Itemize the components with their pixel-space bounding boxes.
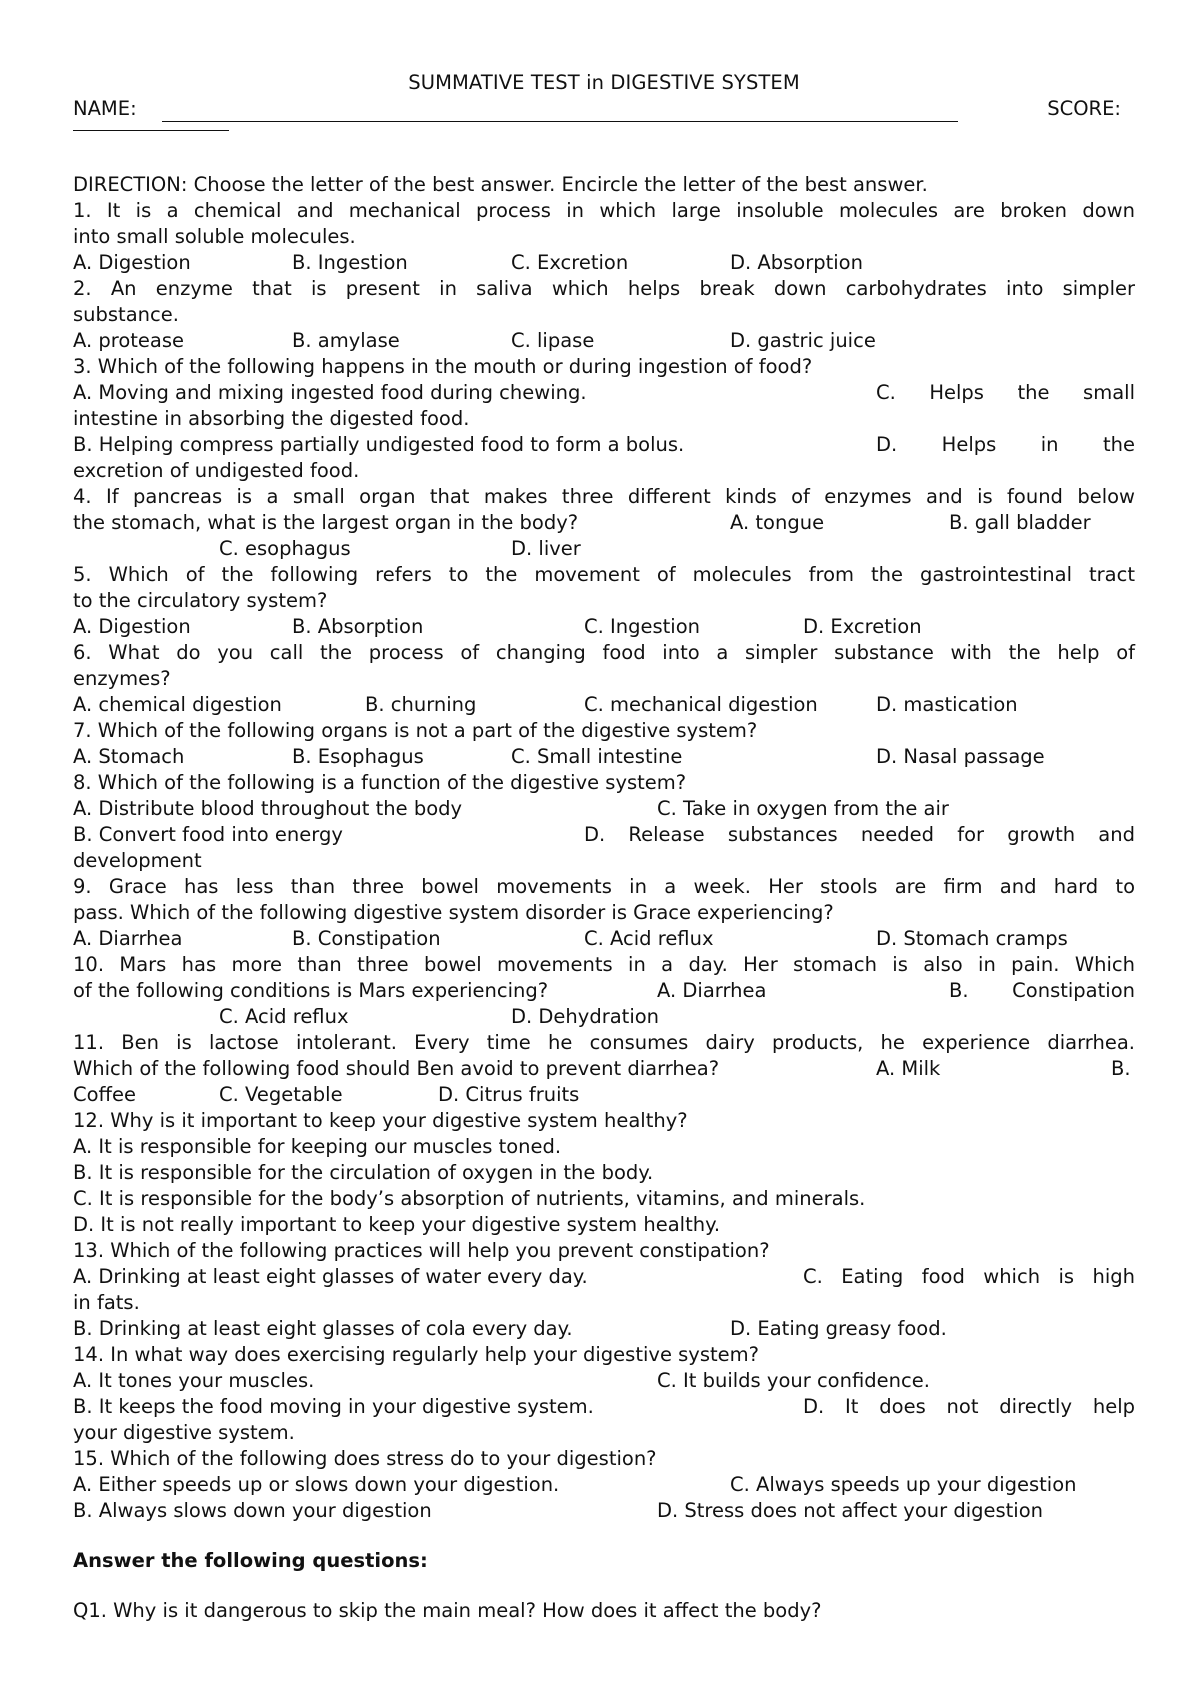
page-title: SUMMATIVE TEST in DIGESTIVE SYSTEM [408,71,800,94]
q14-option-b[interactable]: B. It keeps the food moving in your digestive system. [73,1395,594,1418]
score-blank-row [73,122,1135,148]
question-11-text-cont [73,1056,1135,1082]
question-6-text-cont: enzymes? [73,667,171,690]
q5-option-c[interactable]: C. Ingestion [584,615,701,638]
question-13-options-row2 [73,1316,1135,1342]
question-6-options [73,692,1135,718]
question-15-options-row2 [73,1498,1135,1524]
question-3-text: 3. Which of the following happens in the mouth or during ingestion of food? [73,355,813,378]
question-2-text-cont: substance. [73,303,179,326]
q10-option-a[interactable]: A. Diarrhea [657,979,767,1002]
q10-option-b[interactable]: B. Constipation [949,979,1135,1002]
question-2-text: 2. An enzyme that is present in saliva which helps break down carbohydrates into simpler [73,277,1135,300]
q10-option-d[interactable]: D. Dehydration [511,1005,660,1028]
q15-option-d[interactable]: D. Stress does not affect your digestion [657,1499,1044,1522]
question-9-text: 9. Grace has less than three bowel movements in a week. Her stools are firm and hard to [73,875,1135,898]
q11-text-cont: Which of the following food should Ben avoid to prevent diarrhea? [73,1057,720,1080]
q7-option-c[interactable]: C. Small intestine [511,745,683,768]
q12-option-c[interactable]: C. It is responsible for the body’s absorption of nutrients, vitamins, and minerals. [73,1187,866,1210]
question-1-text: 1. It is a chemical and mechanical process in which large insoluble molecules are broken down [73,199,1135,222]
q10-text-cont: of the following conditions is Mars experiencing? [73,979,549,1002]
q4-option-c[interactable]: C. esophagus [219,537,351,560]
q1-option-a[interactable]: A. Digestion [73,251,191,274]
question-9-text-cont: pass. Which of the following digestive system disorder is Grace experiencing? [73,901,834,924]
q4-text-cont: the stomach, what is the largest organ in the body? [73,511,579,534]
question-8-text: 8. Which of the following is a function of the digestive system? [73,771,687,794]
question-15-options-row1 [73,1472,1135,1498]
question-1-text-cont: into small soluble molecules. [73,225,356,248]
q14-option-c[interactable]: C. It builds your confidence. [657,1369,930,1392]
question-14-options-row1 [73,1368,1135,1394]
q6-option-c[interactable]: C. mechanical digestion [584,693,818,716]
q6-option-d[interactable]: D. mastication [876,693,1018,716]
question-11-options [73,1082,1135,1108]
q13-option-b[interactable]: B. Drinking at least eight glasses of cola every day. [73,1317,573,1340]
q3-option-a[interactable]: A. Moving and mixing ingested food during chewing. [73,381,587,404]
question-9-options [73,926,1135,952]
question-10-text-cont [73,978,1135,1004]
q8-option-a[interactable]: A. Distribute blood throughout the body [73,797,463,820]
q8-option-b[interactable]: B. Convert food into energy [73,823,343,846]
question-4-text: 4. If pancreas is a small organ that makes three different kinds of enzymes and is found below [73,485,1135,508]
q4-option-b[interactable]: B. gall bladder [949,511,1091,534]
q11-option-a[interactable]: A. Milk [876,1057,941,1080]
question-8-options-row1 [73,796,1135,822]
q2-option-d[interactable]: D. gastric juice [730,329,876,352]
question-13-text: 13. Which of the following practices will help you prevent constipation? [73,1239,770,1262]
q3-option-c-cont: intestine in absorbing the digested food. [73,407,470,430]
q2-option-c[interactable]: C. lipase [511,329,595,352]
q14-option-d-cont: your digestive system. [73,1421,295,1444]
q5-option-a[interactable]: A. Digestion [73,615,191,638]
q12-option-a[interactable]: A. It is responsible for keeping our muscles toned. [73,1135,562,1158]
q15-option-b[interactable]: B. Always slows down your digestion [73,1499,432,1522]
question-14-options-row2 [73,1394,1135,1420]
q11-option-b[interactable]: B. [1111,1057,1131,1080]
q3-option-d-cont: excretion of undigested food. [73,459,360,482]
q7-option-a[interactable]: A. Stomach [73,745,185,768]
question-12-text: 12. Why is it important to keep your digestive system healthy? [73,1109,688,1132]
open-question-1: Q1. Why is it dangerous to skip the main meal? How does it affect the body? [73,1599,822,1622]
q8-option-d[interactable]: D. Release substances needed for growth and [584,823,1135,846]
q12-option-b[interactable]: B. It is responsible for the circulation of oxygen in the body. [73,1161,654,1184]
q6-option-a[interactable]: A. chemical digestion [73,693,282,716]
q7-option-d[interactable]: D. Nasal passage [876,745,1045,768]
question-6-text: 6. What do you call the process of changing food into a simpler substance with the help of [73,641,1135,664]
q13-option-a[interactable]: A. Drinking at least eight glasses of water every day. [73,1265,588,1288]
question-7-text: 7. Which of the following organs is not a part of the digestive system? [73,719,758,742]
q3-option-d[interactable]: D. Helps in the [876,433,1135,456]
question-8-options-row2 [73,822,1135,848]
q13-option-d[interactable]: D. Eating greasy food. [730,1317,947,1340]
question-1-options [73,250,1135,276]
q4-option-d[interactable]: D. liver [511,537,581,560]
direction-text: DIRECTION: Choose the letter of the best answer. Encircle the letter of the best answer. [73,173,928,196]
q8-option-d-cont: development [73,849,202,872]
q1-option-b[interactable]: B. Ingestion [292,251,408,274]
q10-option-c[interactable]: C. Acid reflux [219,1005,349,1028]
q7-option-b[interactable]: B. Esophagus [292,745,424,768]
question-11-text: 11. Ben is lactose intolerant. Every time he consumes dairy products, he experience diarrhea. [73,1031,1135,1054]
q15-option-c[interactable]: C. Always speeds up your digestion [730,1473,1077,1496]
name-label: NAME: [73,97,137,120]
question-7-options [73,744,1135,770]
score-blank-line[interactable] [73,130,229,131]
q6-option-b[interactable]: B. churning [365,693,477,716]
q9-option-d[interactable]: D. Stomach cramps [876,927,1068,950]
q9-option-a[interactable]: A. Diarrhea [73,927,183,950]
q15-option-a[interactable]: A. Either speeds up or slows down your digestion. [73,1473,560,1496]
question-3-options-row2 [73,432,1135,458]
question-13-options-row1 [73,1264,1135,1290]
question-10-text: 10. Mars has more than three bowel movements in a day. Her stomach is also in pain. Which [73,953,1135,976]
q9-option-b[interactable]: B. Constipation [292,927,441,950]
question-5-text: 5. Which of the following refers to the movement of molecules from the gastrointestinal tract [73,563,1135,586]
q5-option-b[interactable]: B. Absorption [292,615,424,638]
q11-option-d[interactable]: D. Citrus fruits [438,1083,580,1106]
q1-option-d[interactable]: D. Absorption [730,251,863,274]
question-3-options-row1 [73,380,1135,406]
q9-option-c[interactable]: C. Acid reflux [584,927,714,950]
q14-option-d[interactable]: D. It does not directly help [803,1395,1135,1418]
question-2-options [73,328,1135,354]
question-4-options [73,536,1135,562]
test-page [73,70,1135,1624]
score-label: SCORE: [1047,97,1121,120]
q1-option-c[interactable]: C. Excretion [511,251,629,274]
question-5-options [73,614,1135,640]
q11-option-b-cont[interactable]: Coffee [73,1083,136,1106]
question-10-options [73,1004,1135,1030]
q5-option-d[interactable]: D. Excretion [803,615,922,638]
question-14-text: 14. In what way does exercising regularly help your digestive system? [73,1343,759,1366]
question-5-text-cont: to the circulatory system? [73,589,328,612]
question-15-text: 15. Which of the following does stress do to your digestion? [73,1447,657,1470]
q8-option-c[interactable]: C. Take in oxygen from the air [657,797,949,820]
q13-option-c[interactable]: C. Eating food which is high [803,1265,1135,1288]
section-heading: Answer the following questions: [73,1549,428,1572]
q4-option-a[interactable]: A. tongue [730,511,825,534]
q12-option-d[interactable]: D. It is not really important to keep your digestive system healthy. [73,1213,721,1236]
question-4-text-cont [73,510,1135,536]
q2-option-b[interactable]: B. amylase [292,329,400,352]
q3-option-c[interactable]: C. Helps the small [876,381,1135,404]
q13-option-c-cont: in fats. [73,1291,140,1314]
q3-option-b[interactable]: B. Helping compress partially undigested food to form a bolus. [73,433,685,456]
name-score-row [73,96,1135,122]
q2-option-a[interactable]: A. protease [73,329,185,352]
q14-option-a[interactable]: A. It tones your muscles. [73,1369,315,1392]
q11-option-c[interactable]: C. Vegetable [219,1083,343,1106]
